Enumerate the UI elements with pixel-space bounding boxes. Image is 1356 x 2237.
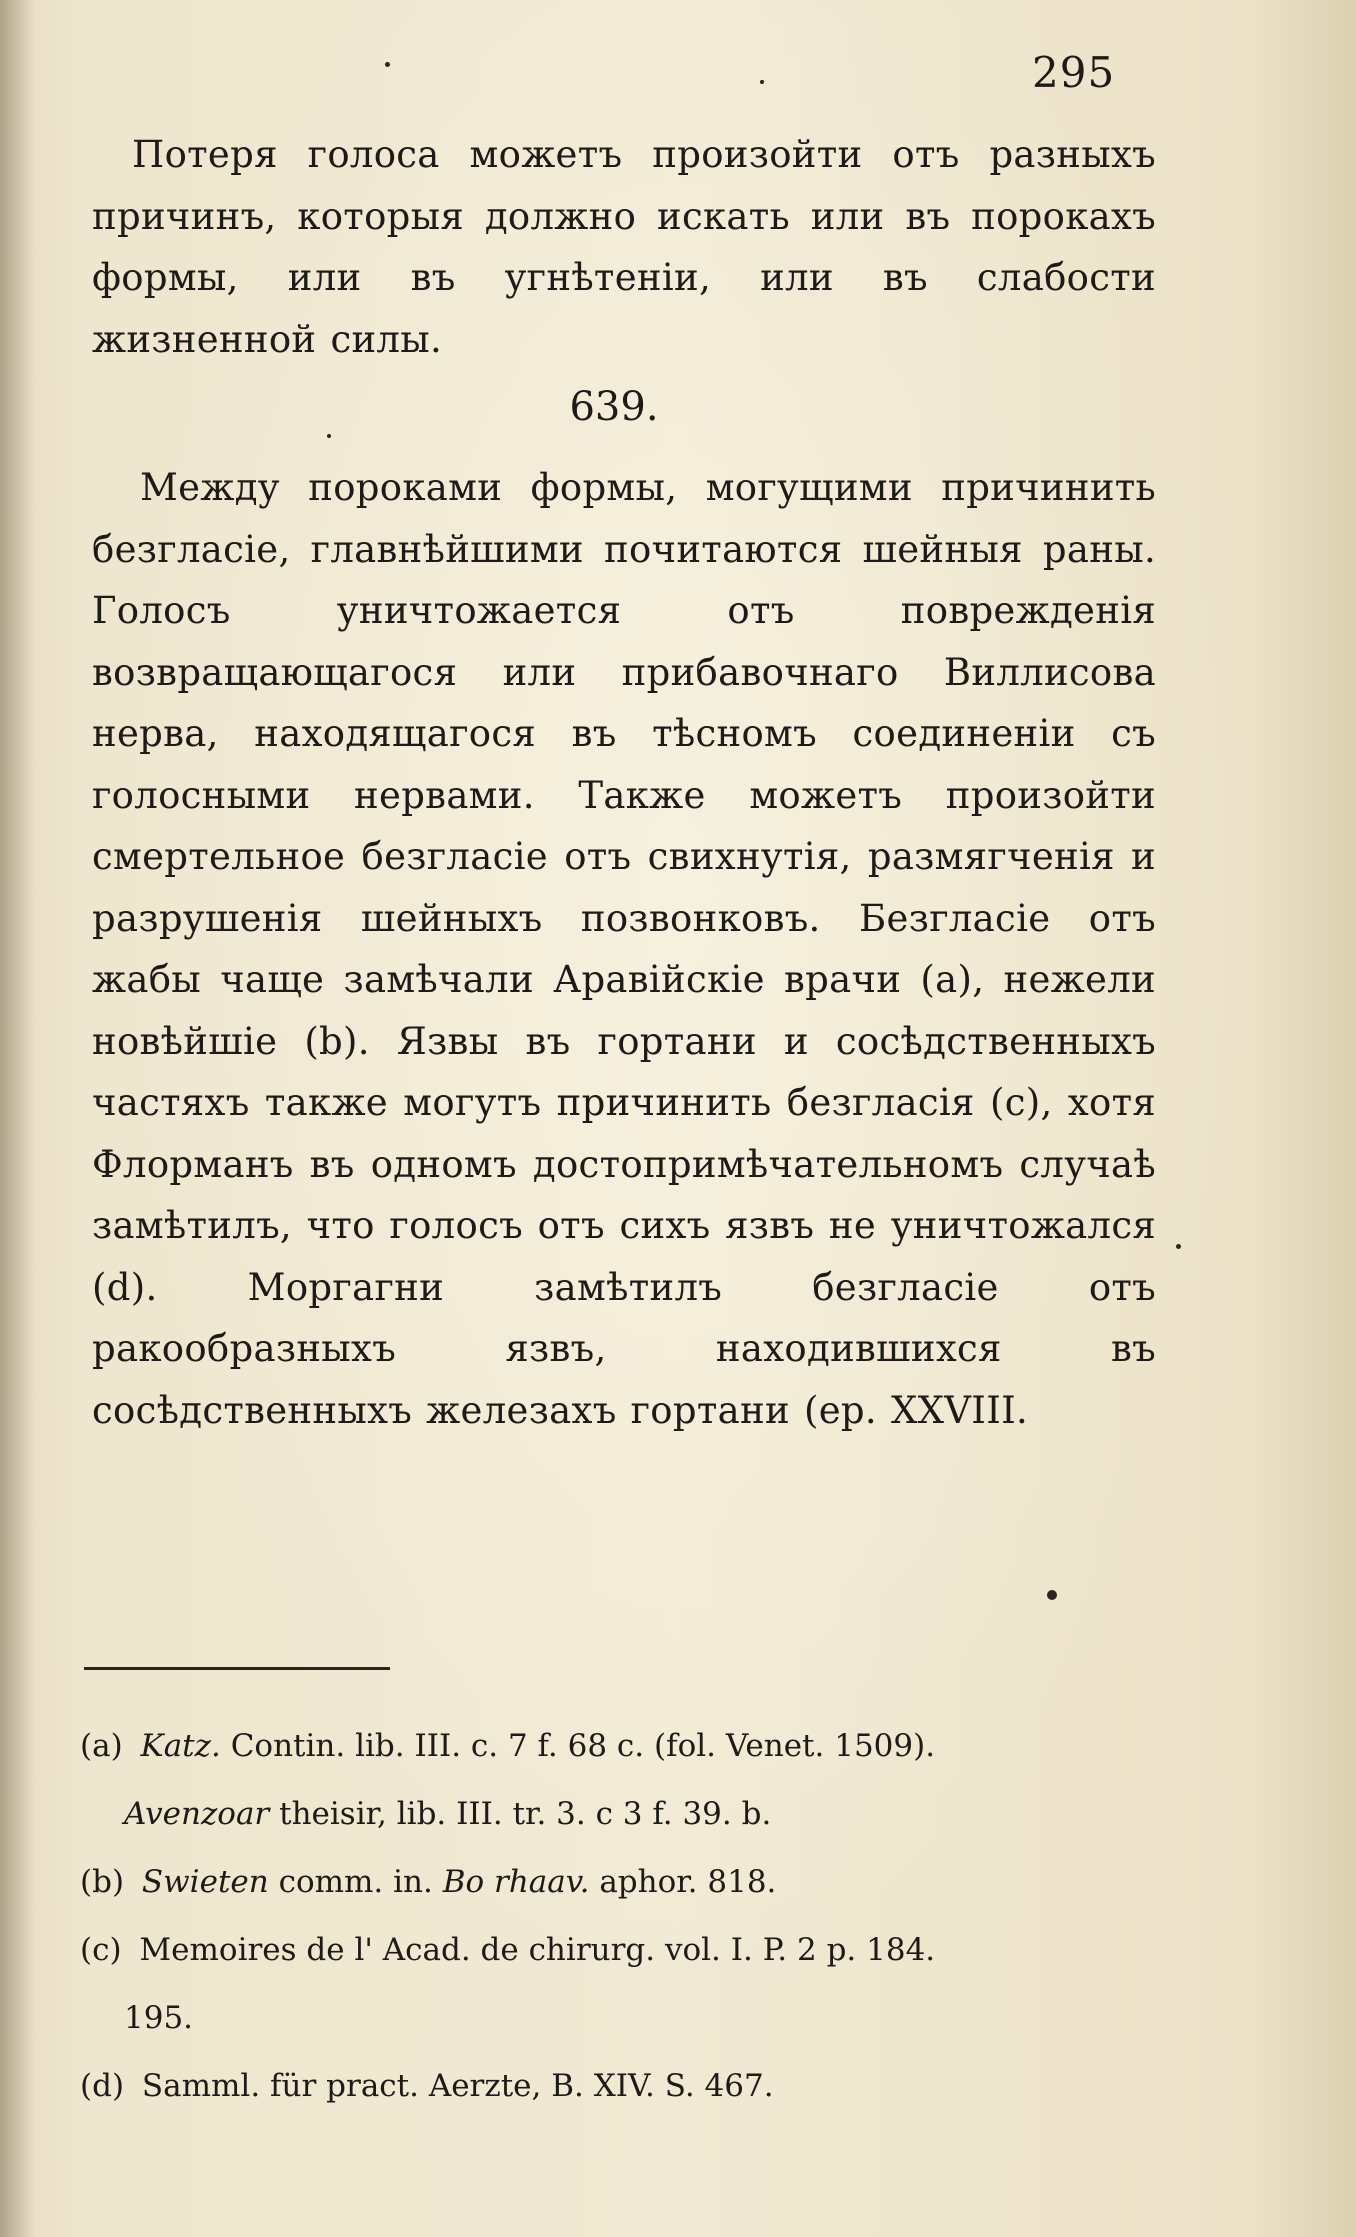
footnote-text: theisir, lib. III. tr. 3. c 3 f. 39. b. <box>279 1796 772 1832</box>
paragraph-intro: Потеря голоса можетъ произойти отъ разныхъ причинъ, которыя должно искать или въ порокахъ формы, или въ угнѣтеніи, или въ слабости жизненной силы. <box>92 133 1156 361</box>
footnote-author: Bo rhaav. <box>442 1864 590 1900</box>
ink-speck <box>385 62 390 67</box>
footnote-text: 195. <box>124 2000 194 2036</box>
footnote-author: Katz. <box>140 1728 221 1764</box>
footnote-text: Contin. lib. III. c. 7 f. 68 c. (fol. Venet. 1509). <box>230 1728 936 1764</box>
footnote-text: Samml. für pract. Aerzte, B. XIV. S. 467. <box>141 2068 774 2104</box>
footnotes <box>80 1712 1170 2120</box>
footnote-author: Avenzoar <box>124 1796 270 1832</box>
ink-speck <box>327 434 331 438</box>
paragraph-main: Между пороками формы, могущими причинить безгласіе, главнѣйшими почитаются шейныя раны. Голосъ уничтожается отъ поврежденія возвращающагося или прибавочнаго Виллисова нерва, находящагося въ тѣсномъ соединеніи съ голосными нервами. Также можетъ произойти смертельное безгласіе отъ свихнутія, размягченія и разрушенія шейныхъ позвонковъ. Безгласіе отъ жабы чаще замѣчали Аравійскіе врачи (а), нежели новѣйшіе (b). Язвы въ гортани и сосѣдственныхъ частяхъ также могутъ причинить безгласія (с), хотя Флорманъ въ одномъ достопримѣчательномъ случаѣ замѣтилъ, что голосъ отъ сихъ язвъ не уничтожался (d). Моргагни замѣтилъ безгласіе отъ ракообразныхъ язвъ, находившихся въ сосѣдственныхъ железахъ гортани (ep. XXVIII. <box>92 466 1156 1432</box>
footnote-d <box>80 2052 1170 2120</box>
footnote-marker: (b) <box>80 1864 125 1900</box>
ink-speck <box>760 80 764 84</box>
footnote-c <box>80 1916 1170 2052</box>
footnote-text: comm. in. <box>278 1864 433 1900</box>
footnote-text: aphor. 818. <box>599 1864 777 1900</box>
footnote-divider <box>84 1667 390 1670</box>
page-number: 295 <box>1032 48 1116 97</box>
ink-speck <box>1176 1244 1181 1249</box>
section-number: 639. <box>569 384 659 430</box>
footnote-text: Memoires de l' Acad. de chirurg. vol. I. P. 2 p. 184. <box>139 1932 936 1968</box>
footnote-marker: (d) <box>80 2068 125 2104</box>
spine-shadow <box>0 0 34 2237</box>
footnote-marker: (c) <box>80 1932 122 1968</box>
footnote-a <box>80 1712 1170 1848</box>
footnote-b <box>80 1848 1170 1916</box>
footnote-author: Swieten <box>141 1864 269 1900</box>
footnote-marker: (a) <box>80 1728 123 1764</box>
ink-speck <box>1047 1590 1057 1600</box>
